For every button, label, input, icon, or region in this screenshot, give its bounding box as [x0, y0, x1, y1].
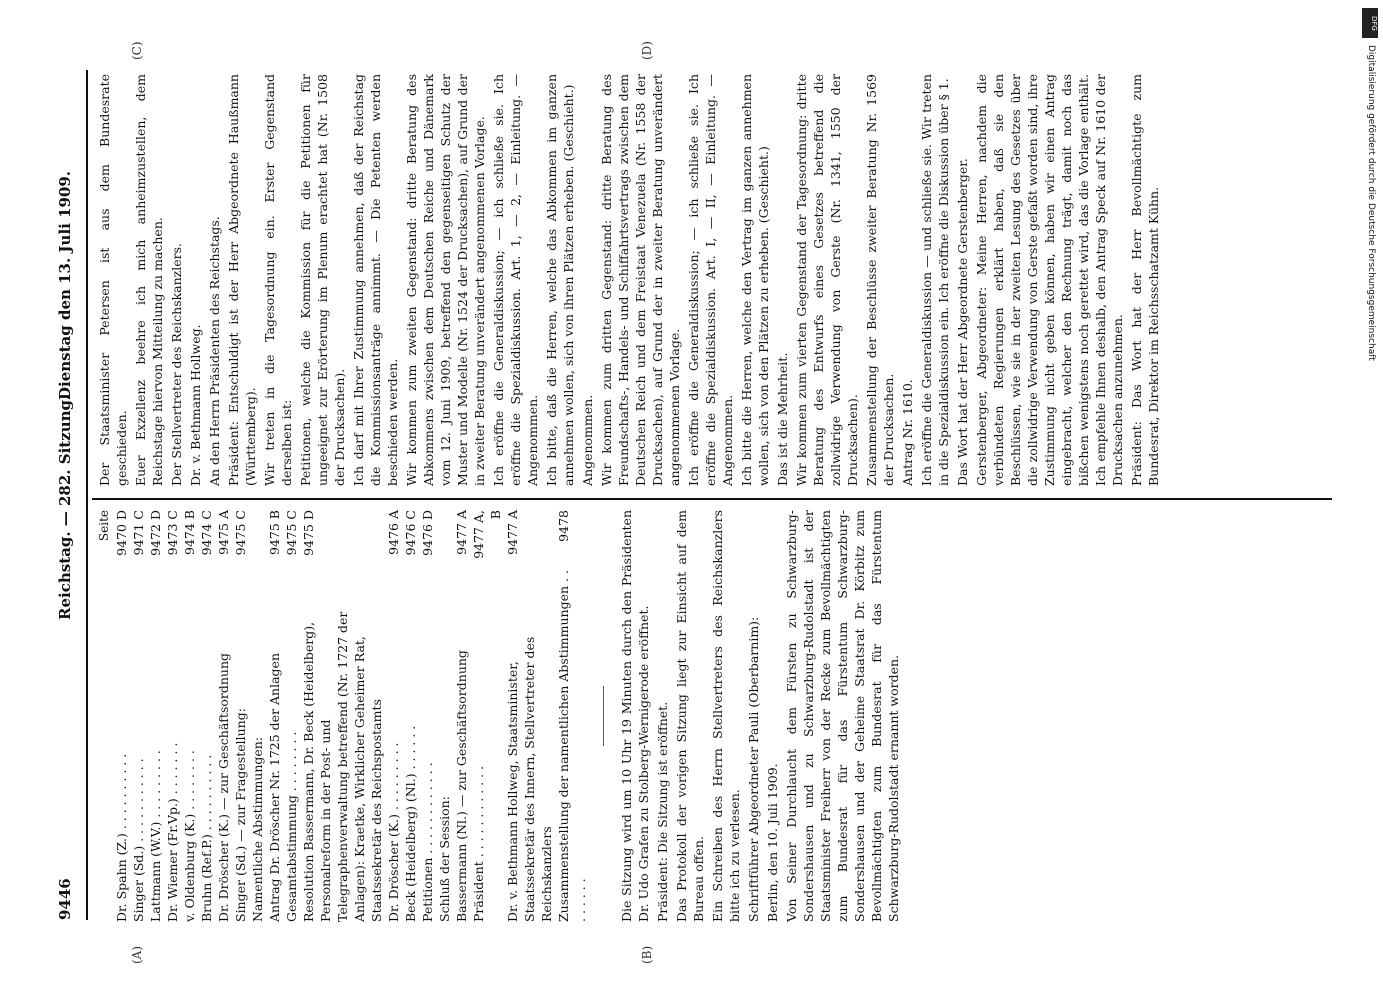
- toc-entry-title: Dr. Wiemer (Fr.Vp.) . . . . . . .: [165, 742, 180, 922]
- toc-entry: [300, 510, 385, 922]
- paragraph: Die Sitzung wird um 10 Uhr 19 Minuten durch den Präsidenten Dr. Udo Grafen zu Stolberg-Wernigerode eröffnet.: [619, 510, 651, 922]
- digitization-note: Digitalisierung gefördert durch die Deutsche Forschungsgemeinschaft: [1366, 45, 1376, 361]
- toc-entry-title: Zusammenstellung der namentlichen Abstimmungen . . . . . . . .: [556, 570, 588, 922]
- toc-entry-page: 9474 B: [182, 510, 197, 555]
- toc-entry-page: [249, 510, 266, 570]
- paragraph: Antrag Nr. 1610.: [900, 379, 915, 486]
- toc-entry: [470, 510, 504, 922]
- paragraph: Von Seiner Durchlaucht dem Fürsten zu Schwarzburg-Sondershausen und zu Schwarzburg-Rudolstadt ist der Staatsminister Freiherr von der Recke zum Bevollmächtigten zum Bundesrat für das Fürstentum Schwarzburg-Sondershausen und der Geheime Staatsrat Dr. Körbitz zum Bevollmächtigten zum Bundesrat für das Fürstentum Schwarzburg-Rudolstadt ernannt worden.: [784, 510, 901, 922]
- page-header: [50, 70, 80, 920]
- toc-entry-title: Singer (Sd.) — zur Fragestellung:: [233, 708, 248, 922]
- toc-entry: [113, 510, 130, 922]
- toc-entry-title: Namentliche Abstimmungen:: [250, 736, 265, 922]
- toc-entry-page: 9474 C: [199, 510, 214, 556]
- margin-mark-c: (C): [130, 41, 144, 60]
- toc-entry-page: 9471 C: [131, 510, 146, 556]
- dfg-logo: DFG: [1362, 8, 1378, 38]
- toc-entry-page: 9476 A: [386, 510, 401, 555]
- toc-entry-title: Bruhn (Ref.P.) . . . . . . . . . .: [199, 754, 214, 922]
- paragraph: Petitionen, welche die Kommission für die Petitionen für ungeeignet zur Erörterung im Plenum erachtet hat (Nr. 1508 der Drucksachen).: [298, 74, 347, 486]
- toc-entry-title: Dr. Dröscher (K.) . . . . . . . . .: [386, 742, 401, 922]
- paragraph: Das ist die Mehrheit.: [775, 352, 790, 486]
- toc-entry: [215, 510, 232, 922]
- toc-entry-title: Singer (Sd.) . . . . . . . . . . .: [131, 758, 146, 922]
- toc-entry: [181, 510, 198, 922]
- paragraph: Euer Exzellenz beehre ich mich anheimzustellen, dem Reichstage hiervon Mitteilung zu machen.: [133, 74, 165, 486]
- toc-entry-page: 9475 D: [301, 510, 316, 556]
- toc-entry-page: 9477 A: [505, 510, 520, 555]
- toc-entry: [555, 510, 589, 922]
- toc-entry-title: Resolution Bassermann, Dr. Beck (Heidelberg), Personalreform in der Post- und Telegraphenverwaltung betreffend (Nr. 1727 der Anlagen): Kraetke, Wirklicher Geheimer Rat, Staatssekretär des Reichspostamts: [301, 611, 384, 922]
- toc-seite-label: Seite: [97, 510, 111, 542]
- toc-entry: [130, 510, 147, 922]
- toc-entry-title: Beck (Heidelberg) (Nl.) . . . . . .: [403, 725, 418, 922]
- paragraph: Angenommen.: [580, 394, 595, 486]
- margin-mark-a: (A): [130, 945, 144, 964]
- page-number: 9446: [56, 878, 74, 920]
- toc-entry-title: v. Oldenburg (K.) . . . . . . . .: [182, 750, 197, 922]
- toc-entry: [419, 510, 436, 922]
- right-column: [96, 74, 1164, 486]
- toc-entry: [232, 510, 249, 922]
- paragraph: Ich eröffne die Generaldiskussion; — ich schließe sie. Ich eröffne die Spezialdiskussion. Art. 1, — 2, — Einleitung. — Angenommen.: [491, 74, 540, 486]
- toc-entry-title: Antrag Dr. Dröscher Nr. 1725 der Anlagen: [267, 652, 282, 922]
- toc-entry: [436, 510, 453, 922]
- toc-entry-page: 9475 C: [284, 510, 299, 556]
- paragraph: Berlin, den 10. Juli 1909.: [765, 763, 780, 922]
- left-text: [618, 510, 902, 922]
- toc-entry-page: 9477 A: [454, 510, 469, 555]
- paragraph: Ich eröffne die Generaldiskussion; — ich schließe sie. Ich eröffne die Spezialdiskussion. Art. I, — II, — Einleitung. — Angenommen.: [686, 74, 735, 486]
- paragraph: Ich bitte die Herren, welche den Vertrag im ganzen annehmen wollen, sich von den Plätzen zu erheben. (Geschieht.): [739, 74, 771, 486]
- toc-entry-page: [436, 510, 453, 570]
- toc-entry: [164, 510, 181, 922]
- toc-entry: [147, 510, 164, 922]
- margin-mark-d: (D): [640, 41, 654, 60]
- column-separator: [92, 498, 1332, 500]
- paragraph: Wir kommen zum dritten Gegenstand: dritte Beratung des Freundschafts-, Handels- und Schiffahrtsvertrags zwischen dem Deutschen Reich und dem Freistaat Venezuela (Nr. 1558 der Drucksachen), auf Grund der in zweiter Beratung unverändert angenommenen Vorlage.: [599, 74, 682, 486]
- toc-entry-title: Dr. Spahn (Z.) . . . . . . . . . .: [114, 753, 129, 922]
- paragraph: Der Stellvertreter des Reichskanzlers.: [169, 242, 184, 486]
- paragraph: Ein Schreiben des Herrn Stellvertreters des Reichskanzlers bitte ich zu verlesen.: [710, 510, 742, 922]
- right-text: [96, 74, 1162, 486]
- toc-entry-title: Lattmann (W.V.) . . . . . . . . .: [148, 750, 163, 922]
- paragraph: Der Staatsminister Petersen ist aus dem Bundesrate geschieden.: [97, 74, 129, 486]
- toc-entry-title: Petitionen . . . . . . . . . . . .: [420, 762, 435, 922]
- paragraph: Präsident: Das Wort hat der Herr Bevollmächtigte zum Bundesrat, Direktor im Reichsschatzamt Kühn.: [1129, 74, 1161, 486]
- toc-entry: [385, 510, 402, 922]
- paragraph: Wir treten in die Tagesordnung ein. Erster Gegenstand derselben ist:: [262, 74, 294, 486]
- toc-entry-title: Dr. v. Bethmann Hollweg, Staatsminister, Staatssekretär des Innern, Stellvertreter des Reichskanzlers: [505, 636, 554, 922]
- header-rule: [86, 70, 88, 920]
- paragraph: Dr. v. Bethmann Hollweg.: [188, 324, 203, 486]
- toc-entry-page: 9475 A: [216, 510, 231, 555]
- paragraph: An den Herrn Präsidenten des Reichstags.: [207, 216, 222, 486]
- toc-entry-title: Gesamtabstimmung . . . . . . . .: [284, 731, 299, 922]
- toc-entry-page: 9473 C: [165, 510, 180, 556]
- toc-entry-title: Bassermann (Nl.) — zur Geschäftsordnung: [454, 650, 469, 922]
- paragraph: Präsident: Entschuldigt ist der Herr Abgeordnete Haußmann (Württemberg).: [226, 74, 258, 486]
- paragraph: Zusammenstellung der Beschlüsse zweiter Beratung Nr. 1569 der Drucksachen.: [864, 74, 896, 486]
- header-session: Reichstag. — 282. Sitzung.: [56, 394, 74, 620]
- toc-entry-page: 9472 D: [148, 510, 163, 556]
- toc-entry-title: Präsident . . . . . . . . . . . .: [471, 765, 486, 922]
- toc-entry: [198, 510, 215, 922]
- toc-entry: [402, 510, 419, 922]
- paragraph: Gerstenberger, Abgeordneter: Meine Herren, nachdem die verbündeten Regierungen erklärt haben, daß sie den Beschlüssen, wie sie in der zweiten Lesung des Gesetzes über die zollwidrige Verwendung von Gerste gefaßt worden sind, ihre Zustimmung nicht geben können, haben wir einen Antrag eingebracht, welcher den Rechnung trägt, damit noch das bißchen wenigstens noch gerettet wird, das die Vorlage enthält. Ich empfehle Ihnen deshalb, den Antrag Speck auf Nr. 1610 der Drucksachen anzunehmen.: [974, 74, 1125, 486]
- left-column: [96, 510, 904, 922]
- margin-mark-b: (B): [640, 945, 654, 964]
- toc-entry: [266, 510, 283, 922]
- toc-entry-title: Schluß der Session:: [437, 796, 452, 922]
- toc-entry: [249, 510, 266, 922]
- toc-entry-title: Dr. Dröscher (K.) — zur Geschäftsordnung: [216, 652, 231, 922]
- paragraph: Schriftführer Abgeordneter Pauli (Oberbarnim):: [746, 616, 761, 922]
- toc-entry: [453, 510, 470, 922]
- table-of-contents: [113, 510, 589, 922]
- paragraph: Ich eröffne die Generaldiskussion — und schließe sie. Wir treten in die Spezialdiskussion ein. Ich eröffne die Diskussion über § 1.: [919, 74, 951, 486]
- paragraph: Ich bitte, daß die Herren, welche das Abkommen im ganzen annehmen wollen, sich von ihren Plätzen erheben. (Geschieht.): [544, 74, 576, 486]
- paragraph: Ich darf mit Ihrer Zustimmung annehmen, daß der Reichstag die Kommissionsanträge annimmt. — Die Petenten werden beschieden werden.: [351, 74, 400, 486]
- toc-entry-page: 9475 C: [233, 510, 248, 556]
- toc-entry-page: 9470 D: [114, 510, 129, 556]
- toc-entry-page: 9477 A, B: [471, 510, 503, 559]
- paragraph: Wir kommen zum zweiten Gegenstand: dritte Beratung des Abkommens zwischen dem Deutschen Reiche und Dänemark vom 12. Juni 1909, betreffend den gegenseitigen Schutz der Muster und Modelle (Nr. 1524 der Drucksachen), auf Grund der in zweiter Beratung unverändert angenommenen Vorlage.: [404, 74, 487, 486]
- toc-entry-page: 9476 D: [420, 510, 435, 556]
- paragraph: Das Wort hat der Herr Abgeordnete Gerstenberger.: [955, 158, 970, 486]
- toc-entry-page: 9478: [556, 510, 571, 542]
- toc-entry: [504, 510, 555, 922]
- toc-entry-page: 9476 C: [403, 510, 418, 556]
- paragraph: Das Protokoll der vorigen Sitzung liegt zur Einsicht auf dem Bureau offen.: [674, 510, 706, 922]
- paragraph: Wir kommen zum vierten Gegenstand der Tagesordnung: dritte Beratung des Entwurfs eines Gesetzes betreffend die zollwidrige Verwendung von Gerste (Nr. 1341, 1550 der Drucksachen).: [794, 74, 860, 486]
- header-date: Dienstag den 13. Juli 1909.: [56, 170, 74, 400]
- section-divider: [603, 686, 604, 746]
- toc-entry-page: 9475 B: [267, 510, 282, 555]
- paragraph: Präsident: Die Sitzung ist eröffnet.: [655, 701, 670, 922]
- toc-entry: [283, 510, 300, 922]
